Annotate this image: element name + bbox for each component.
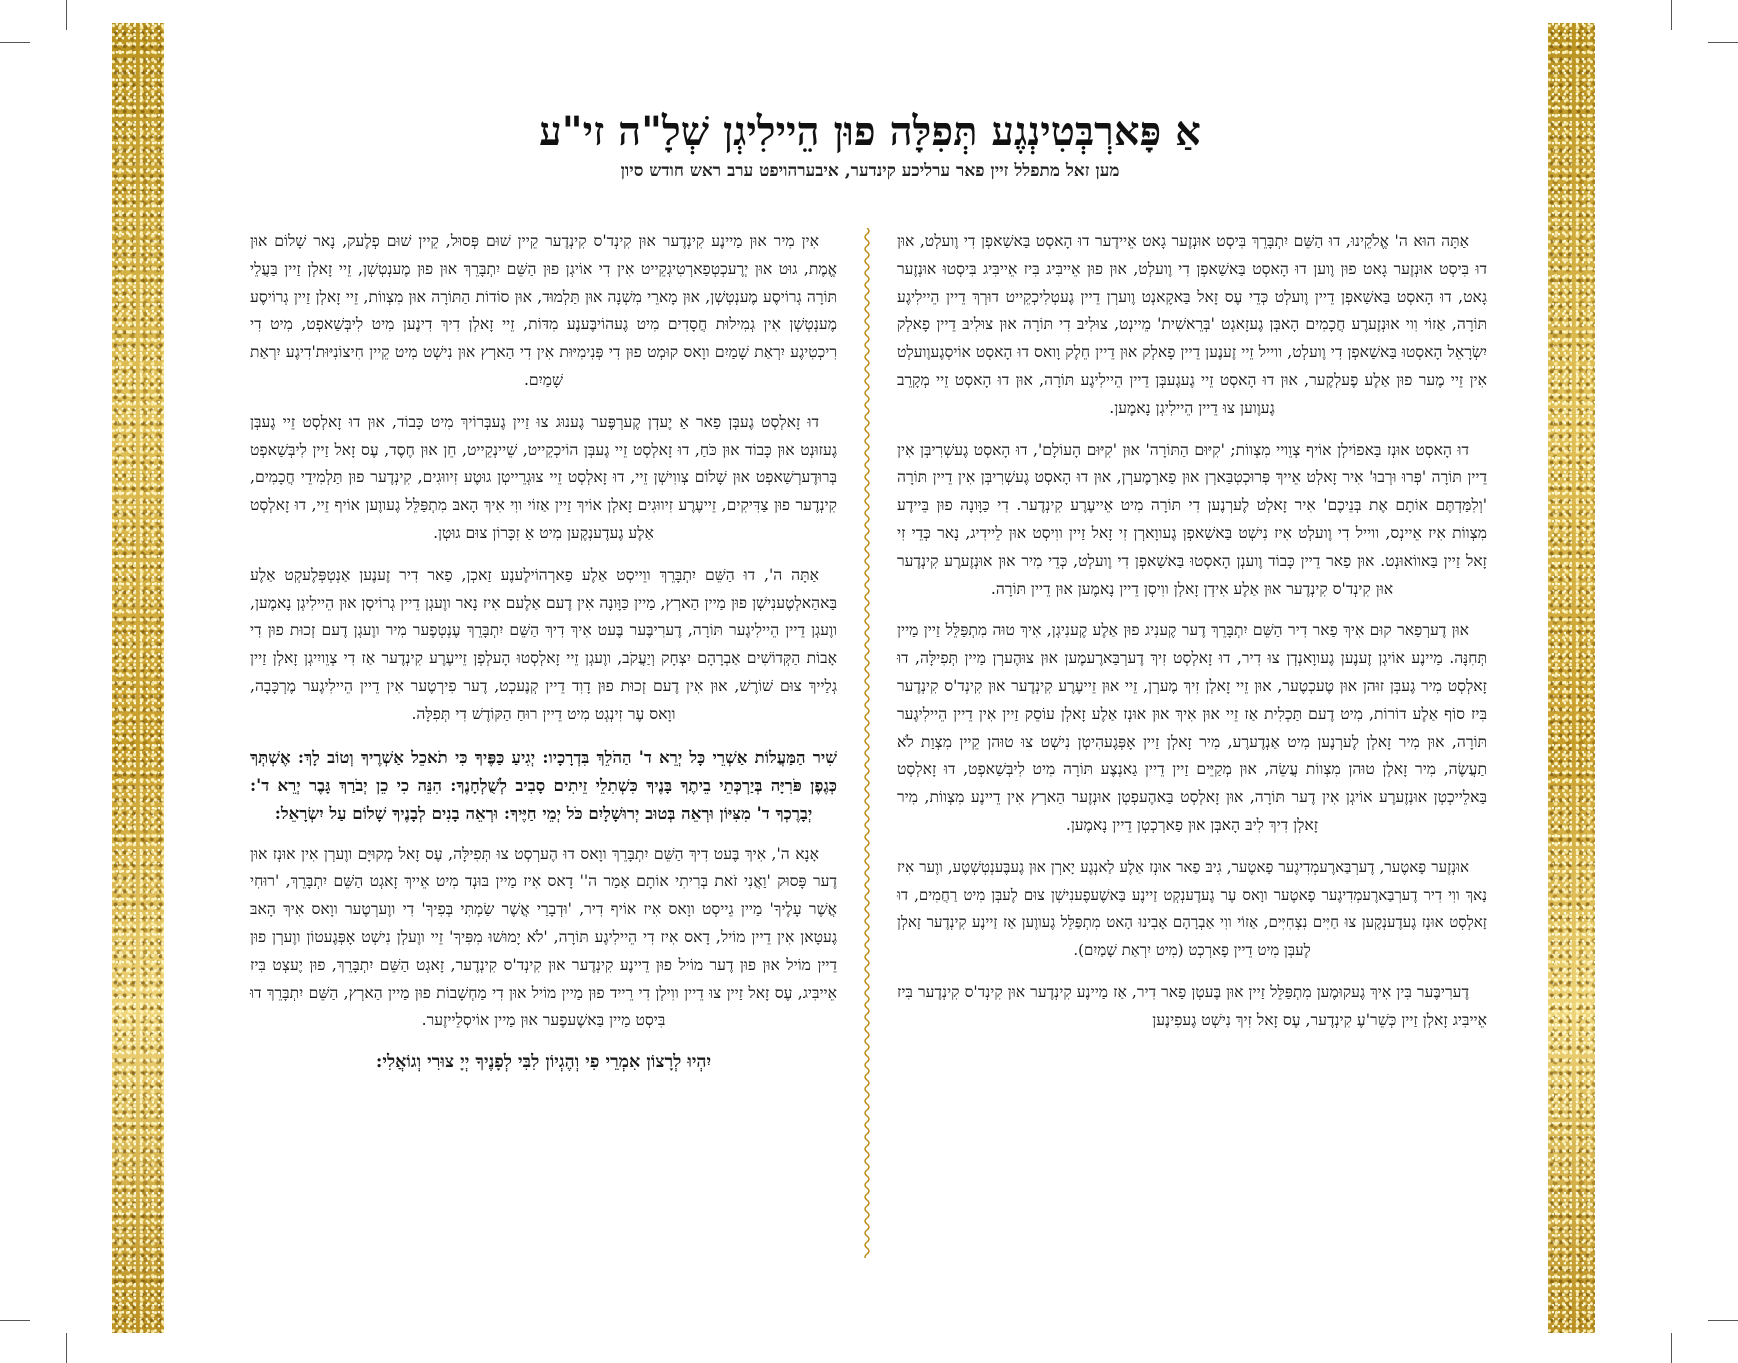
left-text-column xyxy=(250,228,837,1077)
gold-glitter-band-left xyxy=(112,23,164,1333)
crop-mark-top-right-v xyxy=(1671,0,1672,30)
paragraph: אוּן דֶערְפַאר קוּם אִיךְ פַאר דִיר הַשֵּׁם יִתְבָּרֵךְ דֶער קֶענִיג פוּן אַלֶע קֶענִיגְן, אִיךְ טוּה מִתְפַּלֵּל זַיין מַיין תְּחִנָּה. מַיינֶע אוֹיגְן זֶענֶען גֶעווָאנְדְן צוּ דִיר, דוּ זָאלְסְט זִיךְ דֶערְבַּארֶעמֶען אוּן צוּהֶערְן מַיין תְּפִילָּה, דוּ זָאלְסְט מִיר גֶעבְּן זוּהן אוּן טֶעכְטֶער, אוּן זֵיי זָאלְן זִיךְ מֶערְן, זֵיי אוּן זֵייעֶרֶע קִינְדֶער אוּן קִינְד'ס קִינְדֶער בִּיז סוֹף אַלֶע דוֹרוֹת, מִיט דֶעם תַּכְלִית אַז זֵיי אוּן אִיךְ אוּן אוּנְז אַלֶע זָאלְן עוֹסֵק זַיין אִין דֵיין הֵיילִיגֶער תּוֹרָה, אוּן מִיר זָאלְן לֶערְנֶען מִיט אַנְדֶערֶע, מִיר זָאלְן זַיין אָפְּגֶעהִיטְן נִישְׁט צוּ טוּהן קֵיין מִצְוַת לֹא תַעֲשֶׂה, מִיר זָאלְן טוּהן מִצְווֹת עֲשֵׂה, אוּן מְקַיֵּים זַיין דֵיין גַאנְצֶע תּוֹרָה מִיט לִיבְּשַׁאפְט, דוּ זָאלְסְט בַּאלֵייכְטְן אוּנְזֶערֶע אוֹיגְן אִין דֶער תּוֹרָה, אוּן זָאלְסְט בַּאהֶעפְטְן אוּנְזֶער הַארְץ אִין דֵיינֶע מִצְווֹת, מִיר זָאלְן דִיךְ לִיבּ הָאבְּן אוּן פַארְכְטְן דֵיין נָאמֶען. xyxy=(897,621,1487,834)
paragraph: אָנָא ה', אִיךְ בֶּעט דִיךְ הַשֵּׁם יִתְבָּרֵךְ ווָאס דוּ הֶערְסְט צוּ תְּפִילָּה, עֶס זָאל מְקוּיָּם ווֶערְן אִין אוּנְז אוּן דֶער פָּסוּק 'וַאֲנִי זֹאת בְּרִיתִי אוֹתָם אָמַר ה'' דָאס אִיז מַיין בּוּנְד מִיט אֵייךְ זָאגְט הַשֵּׁם יִתְבָּרֵךְ, 'רוּחִי אֲשֶׁר עָלֶיךָ' מַיין גֵייסְט ווָאס אִיז אוֹיף דִיר, 'וּדְבָרַי אֲשֶׁר שַׂמְתִּי בְּפִיךָ' דִי ווֶערְטֶער ווָאס אִיךְ הָאבּ גֶעטָאן אִין דֵיין מוֹיל, דָאס אִיז דִי הֵיילִיגֶע תּוֹרָה, 'לֹא יָמוּשׁוּ מִפִּיךָ' זֵיי ווֶעלְן נִישְׁט אָפְּגֶעטוֹן ווֶערְן פוּן דֵיין מוֹיל אוּן פוּן דֶער מוֹיל פוּן דֵיינֶע קִינְדֶער אוּן קִינְד'ס קִינְדֶער, זָאגְט הַשֵּׁם יִתְבָּרֵךְ, פוּן יֶעצְט בִּיז אֵייבִּיג, עֶס זָאל זַיין צוּ דֵיין ווִילְן דִי רֵייד פוּן מַיין מוֹיל אוּן דִי מַחְשָׁבוֹת פוּן מַיין הַארְץ, הַשֵּׁם יִתְבָּרֵךְ דוּ בִּיסְט מַיין בַּאשֶׁעפֶער אוּן מַיין אוֹיסְלֵייזֶער. xyxy=(250,844,837,1030)
paragraph: דוּ הָאסְט אוּנְז בַּאפוֹילְן אוֹיף צְוֵויי מִצְווֹת; 'קִיּוּם הַתּוֹרָה' אוּן 'קִיּוּם הָעוֹלָם', דוּ הָאסְט גֶעשְׁרִיבְּן אִין דֵיין תּוֹרָה 'פְּרוּ וּרְבוּ' אִיר זָאלְט אֵייךְ פְּרוּכְטְבַּארְן אוּן פַארְמֶערְן, אוּן דוּ הָאסְט גֶעשְׁרִיבְּן אִין דֵיין תּוֹרָה 'וְלִמַּדְתֶּם אוֹתָם אֶת בְּנֵיכֶם' אִיר זָאלְט לֶערְנֶען דִי תּוֹרָה מִיט אֵייעֶרֶע קִינְדֶער. דִי כַּוָּונָה פוּן בֵּיידֶע מִצְווֹת אִיז אֵיינְס, ווייל דִי וֶועלְט אִיז נִישְׁט בַּאשַׁאפְן גֶעווָארְן זִי זָאל זַיין ווִיסְט אוּן לֵיידִיג, נָאר כְּדֵי זִי זָאל זַיין בַּאווֹאוּנְט. אוּן פַאר דֵיין כָּבוֹד וֶוענְן הָאסְטוּ בַּאשַׁאפְן דִי וֶועלְט, כְּדֵי מִיר אוּן אוּנְזֶערֶע קִינְדֶער אוּן קִינְד'ס קִינְדֶער אוּן אַלֶע אִידְן זָאלְן ווִיסְן דֵיין נָאמֶען אוּן דֵיין תּוֹרָה. xyxy=(897,440,1487,598)
paragraph: אַתָּה ה', דוּ הַשֵּׁם יִתְבָּרֵךְ ווֵייסְט אַלֶע פַארְהוֹילֶענֶע זַאכְן, פַאר דִיר זֶענֶען אַנְטְפְּלֶעקְט אַלֶע בַּאהַאלְטֶענִישְׁן פוּן מַיין הַארְץ, מַיין כַּוָּונָה אִין דֶעם אַלֶעם אִיז נָאר ווֶעגְן דֵיין גְרוֹיסְן אוּן הֵיילִיגְן נָאמֶען, ווֶעגְן דֵיין הֵיילִיגֶער תּוֹרָה, דֶערִיבֶּער בֶּעט אִיךְ דִיךְ הַשֵּׁם יִתְבָּרֵךְ עֶנְטְפֶער מִיר ווֶעגְן דֶעם זְכוּת פוּן דִי אָבוֹת הַקְּדוֹשִׁים אַבְרָהָם יִצְחָק וְיַעֲקֹב, ווֶעגְן זֵיי זָאלְסְטוּ הָעלְפְן זֵייעֶרֶע קִינְדֶער אַז דִי צְוֵויִיגְן זָאלְן זַיין גְלַייךְ צוּם שׁוֹרֶשׁ, אוּן אִין דֶעם זְכוּת פוּן דָוִד דֵיין קְנֶעכְט, דֶער פִירְטֶער אִין דֵיין הֵיילִיגֶער מֶרְכָּבָה, ווָאס עֶר זִינְגְט מִיט דֵיין רוּחַ הַקּוֹדֶשׁ דִי תְּפִלָּה. xyxy=(250,565,837,723)
closing-verse: יִהְיוּ לְרָצוֹן אִמְרֵי פִי וְהֶגְיוֹן לִבִּי לְפָנֶיךָ יְיָ צוּרִי וְגוֹאֲלִי: xyxy=(375,1052,712,1073)
crop-mark-bottom-left-h xyxy=(0,1320,30,1321)
paragraph: אוּנְזֶער פָאטֶער, דֶערְבַּארֶעמְדִיגֶער פָאטֶער, גִיבּ פַאר אוּנְז אַלֶע לַאנְגֶע יָארְן אוּן גֶעבֶּענְטְשְׁטֶע, ווֶער אִיז נָאךְ ווִי דִיר דֶערְבַּארֶעמְדִיגֶער פָאטֶער ווָאס עֶר גֶעדֶענְקְט זַיינֶע בַּאשֶׁעפֶענִישְׁן צוּם לֶעבְּן מִיט רַחֲמִים, דוּ זָאלְסְט אוּנְז גֶעדֶענְקֶען צוּ חַיִּים נִצְחִיִּים, אַזוֹי ווִי אַבְרָהָם אָבִינוּ הָאט מִתְפַּלֵּל גֶעווֶען אַז זַיינֶע קִינְדֶער זָאלְן לֶעבְּן מִיט דֵיין פָארְכְט (מִיט יִרְאַת שָׁמַיִם). xyxy=(897,857,1487,960)
paragraph: דֶערִיבֶּער בִּין אִיךְ גֶעקוּמֶען מִתְפַּלֵּל זַיין אוּן בֶּעטְן פַאר דִיר, אַז מַיינֶע קִינְדֶער אוּן קִינְד'ס קִינְדֶער בִּיז אֵייבִּיג זָאלְן זַיין כְּשֵׁר'עֶ קִינְדֶער, עֶס זָאל זִיךְ נִישְׁט גֶעפִינֶען xyxy=(897,982,1487,1029)
psalm-128-text: שִׁיר הַמַּעֲלוֹת אַשְׁרֵי כָּל יְרֵא ד' הַהֹלֵךְ בִּדְרָכָיו: יְגִיעַ כַּפֶּיךָ כִּי תֹאכֵל אַשְׁרֶיךָ וְטוֹב לָךְ: אֶשְׁתְּךָ כְּגֶפֶן פֹּרִיָּה בְּיַרְכְּתֵי בֵיתֶךָ בָּנֶיךָ כִּשְׁתִלֵי זֵיתִים סָבִיב לְשֻׁלְחָנֶךָ: הִנֵּה כִי כֵן יְבֹרַךְ גָּבֶר יְרֵא ד': יְבָרֶכְךָ ד' מִצִּיּוֹן וּרְאֵה בְּטוּב יְרוּשָׁלָיִם כֹּל יְמֵי חַיֶּיךָ: וּרְאֵה בָנִים לְבָנֶיךָ שָׁלוֹם עַל יִשְׂרָאֵל: xyxy=(250,746,837,823)
crop-mark-top-right-h xyxy=(1708,42,1738,43)
right-text-column xyxy=(897,228,1487,1049)
wavy-column-divider xyxy=(861,228,873,1258)
paragraph: דוּ זָאלְסְט גֶעבְּן פַאר אַ יֶעדְן קֶערְפֶּער גֶענוּג צוּ זַיין גֶעבְּרוֹיךְ מִיט כָּבוֹד, אוּן דוּ זָאלְסְט זֵיי גֶעבְּן גֶעזוּנְט אוּן כָּבוֹד אוּן כֹּחַ, דוּ זָאלְסְט זֵיי גֶעבְּן הוֹיכְקֵייט, שֵׁיינְקֵייט, חֵן אוּן חֶסֶד, עֶס זָאל זַיין לִיבְּשַׁאפְט בְּרוּדֶערְשַׁאפְט אוּן שָׁלוֹם צְווִישְׁן זֵיי, דוּ זָאלְסְט זֵיי צוּגְרֵייטְן גוּטֶע זִיווּגִים, קִינְדֶער פוּן תַּלְמִידֵי חֲכָמִים, קִינְדֶער פוּן צַדִּיקִים, זֵייעֶרֶע זִיווּגִים זָאלְן אוֹיךְ זַיין אַזוֹי ווִי אִיךְ הָאבּ מִתְפַּלֵּל גֶעווֶען אוֹיף זֵיי, דוּ זָאלְסְט אַלֶע גֶעדֶענְקֶען מִיט אַ זִכָּרוֹן צוּם גוּטְן. xyxy=(250,412,837,542)
page-subtitle: מען זאל מתפלל זיין פאר ערליכע קינדער, איבערהויפט ערב ראש חודש סיון xyxy=(620,161,1120,181)
gold-glitter-band-right xyxy=(1548,23,1595,1333)
crop-mark-bottom-right-h xyxy=(1708,1320,1738,1321)
paragraph: אַתָּה הוּא ה' אֱלֹקֵינוּ, דוּ הַשֵּׁם יִתְבָּרֵךְ בִּיסְט אוּנְזֶער גָאט אֵיידֶער דוּ הָאסְט בַּאשַׁאפְן דִי וֶועלְט, אוּן דוּ בִּיסְט אוּנְזֶער גָאט פוּן וֶוען דוּ הָאסְט בַּאשַׁאפְן דִי וֶועלְט, אוּן פוּן אֵייבִּיג בִּיז אֵייבִּיג בִּיסְטוּ אוּנְזֶער גָאט, דוּ הָאסְט בַּאשַׁאפְן דֵיין וֶועלְט כְּדֵי עֶס זָאל בַּאקָאנְט וֶוערְן דֵיין גֶעטְלִיכְקֵייט דוּרְךְ דֵיין הֵיילִיגֶע תּוֹרָה, אַזוֹי וִוי אוּנְזֶערֶע חֲכָמִים הָאבְּן גֶעזָאגְט 'בְּרֵאשִׁית' מֵיינְט, צוּלִיבּ דִי תּוֹרָה אוּן צוּלִיבּ דֵיין פָאלְק יִשְׂרָאֵל הָאסְטוּ בַּאשַׁאפְן דִי וֶועלְט, ווייל זֵיי זֶענֶען דֵיין פָאלְק אוּן דֵיין חֵלֶק וָואס דוּ הָאסְט אוֹיסְגֶעוֶועלְט אִין זֵיי מֶער פוּן אַלֶע פֶעלְקֶער, אוּן דוּ הָאסְט זֵיי גֶעגֶעבְּן דֵיין הֵיילִיגֶע תּוֹרָה, אוּן דוּ הָאסְט זֵיי מְקָרֵב גֶעוֶוען צוּ דֵיין הֵיילִיגְן נָאמֶען. xyxy=(897,232,1487,417)
page-title: אַ פָּארְבְּטִינְגֶע תְּפִלָּה פוּן הֵיילִיגְן שְׁלָ"ה זי"ע xyxy=(539,108,1201,155)
crop-mark-bottom-right-v xyxy=(1671,1333,1672,1363)
paragraph: אִין מִיר אוּן מַיינֶע קִינְדֶער אוּן קִינְד'ס קִינְדֶער קֵיין שׁוּם פְּסוּל, קֵיין שׁוּם פְלֶעק, נָאר שָׁלוֹם אוּן אֱמֶת, גוּט אוּן יְרֶעכְטְפַארְטִיגְקֵייט אִין דִי אוֹיגְן פוּן הַשֵּׁם יִתְבָּרֵךְ אוּן פוּן מֶענְטְשְׁן, זֵיי זָאלְן זַיין בַּעֲלֵי תּוֹרָה גְרוֹיסֶע מֶענְטְשְׁן, אוּן מָארֵי מִשְׁנָה אוּן תַּלְמוּד, אוּן סוֹדוֹת הַתּוֹרָה אוּן מִצְווֹת, זֵיי זָאלְן זַיין גְרוֹיסֶע מֶענְטְשְׁן אִין גְמִילוּת חֲסָדִים מִיט גֶעהוֹיבֶּענֶע מִדּוֹת, זֵיי זָאלְן דִיךְ דִינֶען מִיט לִיבְּשַׁאפְט, מִיט דִי רִיכְטִיגֶע יִרְאַת שָׁמַיִם ווָאס קוּמְט פוּן דִי פְּנִימִיּוּת אִין דִי הַארְץ אוּן נִישְׁט מִיט קֵיין חִיצוֹנִיּוּת'דִיגֶע יִרְאַת שָׁמַיִם. xyxy=(250,232,837,389)
crop-mark-bottom-left-v xyxy=(66,1333,67,1363)
crop-mark-top-left-v xyxy=(66,0,67,30)
crop-mark-top-left-h xyxy=(0,42,30,43)
